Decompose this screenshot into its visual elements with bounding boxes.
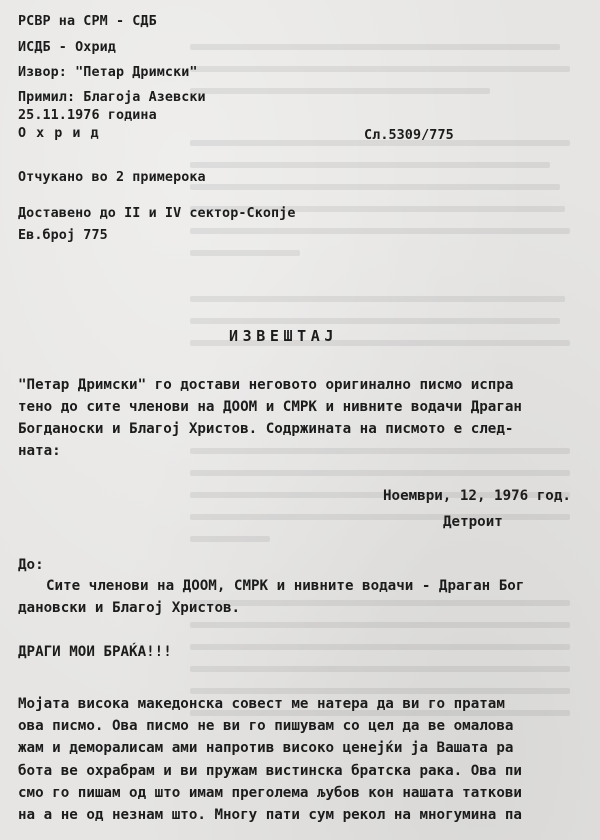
body-line: ова писмо. Ова писмо не ви го пишувам со цел да ве омалова — [18, 718, 514, 734]
header-office: ИСДБ - Охрид — [18, 40, 116, 55]
to-label: До: — [18, 557, 44, 573]
body-line: бота ве охрабрам и ви пружам вистинска братска рака. Ова пи — [18, 763, 522, 779]
recipients-line: Сите членови на ДООМ, СМРК и нивните водачи - Драган Бог — [46, 578, 525, 594]
body-line: Мојата висока македонска совест ме натера да ви го пратам — [18, 696, 505, 712]
header-date: 25.11.1976 година — [18, 108, 157, 123]
letter-place: Детроит — [443, 514, 503, 530]
report-title: ИЗВЕШТАЈ — [229, 327, 339, 345]
header-received-by: Примил: Благоја Азевски — [18, 90, 206, 105]
intro-line: "Петар Дримски" го достави неговото оригинално писмо испра — [18, 377, 514, 393]
header-source: Извор: "Петар Дримски" — [18, 65, 198, 80]
header-agency: РСВР на СРМ - СДБ — [18, 14, 157, 29]
header-city: О х р и д — [18, 126, 100, 141]
evidence-number: Ев.број 775 — [18, 228, 108, 243]
recipients-line: дановски и Благој Христов. — [18, 600, 241, 616]
body-line: жам и деморалисам ами напротив високо ценејќи ја Вашата ра — [18, 740, 514, 756]
intro-line: Богданоски и Благој Христов. Содржината на писмото е след- — [18, 421, 514, 437]
header-reference-number: Сл.5309/775 — [364, 128, 454, 143]
body-line: на а не од незнам што. Многу пати сум рекол на многумина па — [18, 807, 522, 823]
greeting: ДРАГИ МОИ БРАЌА!!! — [18, 644, 172, 660]
intro-line: тено до сите членови на ДООМ и СМРК и нивните водачи Драган — [18, 399, 522, 415]
letter-date: Ноември, 12, 1976 год. — [383, 488, 571, 504]
copies-note: Отчукано во 2 примерока — [18, 170, 206, 185]
intro-line: ната: — [18, 443, 61, 459]
delivery-note: Доставено до II и IV сектор-Скопје — [18, 206, 296, 221]
body-line: смо го пишам од што имам преголема љубов кон нашата таткови — [18, 785, 522, 801]
